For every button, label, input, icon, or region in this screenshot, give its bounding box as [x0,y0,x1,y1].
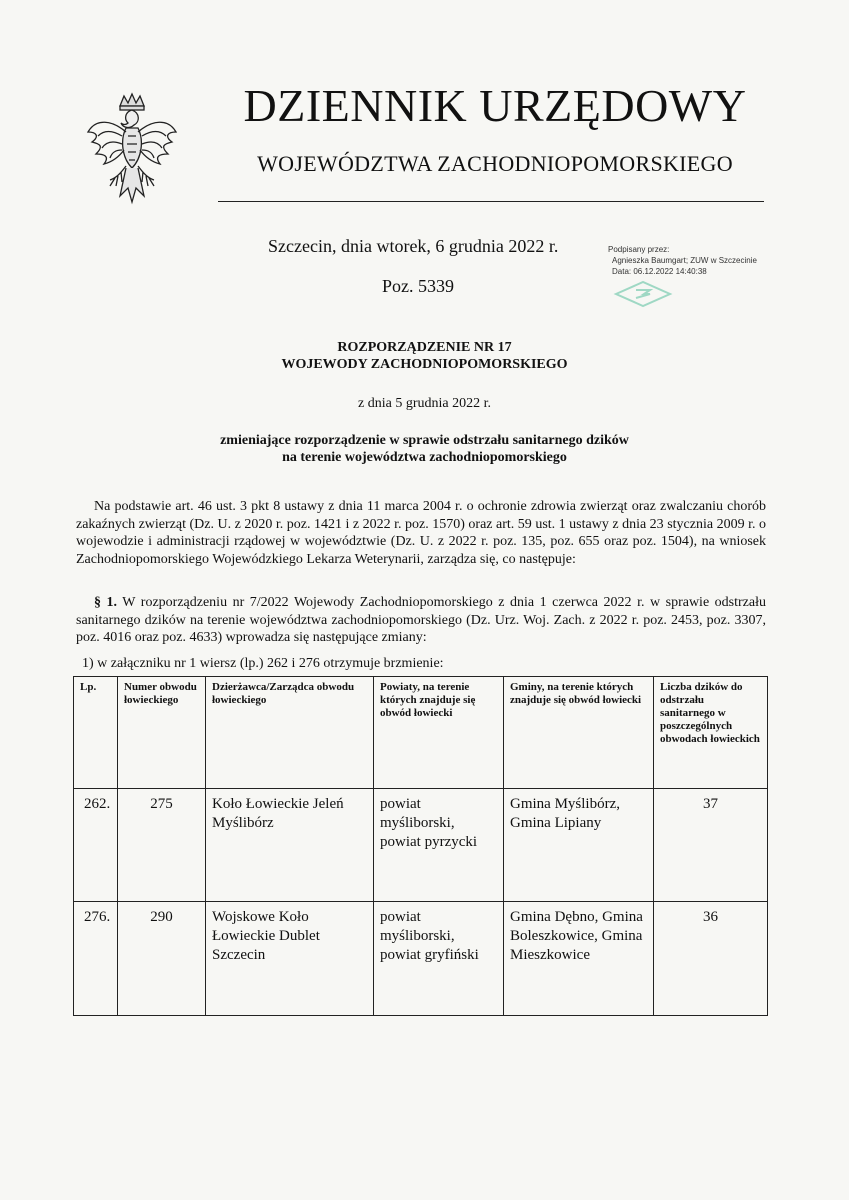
decree-title-line: ROZPORZĄDZENIE NR 17 [337,340,512,355]
header-district-number: Numer obwodu łowieckiego [118,677,206,789]
electronic-signature [608,244,757,277]
signature-signer: Agnieszka Baumgart; ZUW w Szczecinie [612,256,757,265]
cell-district-number: 275 [118,789,206,902]
decree-title [0,339,849,373]
cell-counties: powiat myśliborski, powiat pyrzycki [374,789,504,902]
cell-boar-count: 36 [654,902,768,1016]
decree-date: z dnia 5 grudnia 2022 r. [358,396,491,411]
signature-label: Podpisany przez: [608,245,670,254]
preamble-paragraph: Na podstawie art. 46 ust. 3 pkt 8 ustawy z dnia 11 marca 2004 r. o ochronie zdrowia zwierząt oraz zwalczaniu chorób zakaźnych zwierząt (Dz. U. z 2020 r. poz. 1421 i z 2022 r. poz. 1570) oraz art. 59 ust. 1 ustawy z dnia 23 stycznia 2009 r. o wojewodzie i administracji rządowej w województwie (Dz. U. z 2022 r. poz. 135, poz. 655 oraz poz. 1504), na wniosek Zachodniopomorskiego Wojewódzkiego Lekarza Weterynarii, zarządza się, co następuje: [76,499,766,567]
cell-leaseholder: Koło Łowieckie Jeleń Myślibórz [206,789,374,902]
cell-lp: 276. [74,902,118,1016]
signature-date: Data: 06.12.2022 14:40:38 [612,267,707,276]
header-lp: Lp. [74,677,118,789]
section-1-text: W rozporządzeniu nr 7/2022 Wojewody Zachodniopomorskiego z dnia 1 czerwca 2022 r. w sprawie odstrzału sanitarnego dzików na terenie województwa zachodniopomorskiego (Dz. Urz. Woj. Zach. z 2022 r. poz. 2453, poz. 3307, poz. 4016 oraz poz. 4633) wprowadza się następujące zmiany: [76,595,766,645]
header-leaseholder: Dzierżawca/Zarządca obwodu łowieckiego [206,677,374,789]
signature-validity-mark-icon [608,280,678,308]
section-1-paragraph [76,594,766,647]
position-number: Poz. 5339 [382,276,454,296]
header-boar-count: Liczba dzików do odstrzału sanitarnego w poszczególnych obwodach łowieckich [654,677,768,789]
header-counties: Powiaty, na terenie których znajduje się obwód łowiecki [374,677,504,789]
header-divider [218,201,764,202]
header-communes: Gminy, na terenie których znajduje się obwód łowiecki [504,677,654,789]
cell-communes: Gmina Dębno, Gmina Boleszkowice, Gmina Mieszkowice [504,902,654,1016]
table-row [74,789,768,902]
table-row [74,902,768,1016]
journal-title: DZIENNIK URZĘDOWY [243,80,747,131]
decree-subject [0,432,849,466]
polish-eagle-emblem-icon [82,92,182,208]
journal-subtitle: WOJEWÓDZTWA ZACHODNIOPOMORSKIEGO [257,151,733,176]
decree-subject-line: na terenie województwa zachodniopomorskiego [282,450,567,465]
cell-boar-count: 37 [654,789,768,902]
cell-lp: 262. [74,789,118,902]
cell-district-number: 290 [118,902,206,1016]
publication-date: Szczecin, dnia wtorek, 6 grudnia 2022 r. [268,236,559,256]
table-header-row [74,677,768,789]
cell-counties: powiat myśliborski, powiat gryfiński [374,902,504,1016]
cell-communes: Gmina Myślibórz, Gmina Lipiany [504,789,654,902]
section-1-label: § 1. [94,595,118,610]
hunting-districts-table [73,676,768,1016]
amendment-line: 1) w załączniku nr 1 wiersz (lp.) 262 i 276 otrzymuje brzmienie: [82,656,444,671]
decree-subject-line: zmieniające rozporządzenie w sprawie odstrzału sanitarnego dzików [220,433,629,448]
decree-issuer-line: WOJEWODY ZACHODNIOPOMORSKIEGO [281,357,568,372]
cell-leaseholder: Wojskowe Koło Łowieckie Dublet Szczecin [206,902,374,1016]
